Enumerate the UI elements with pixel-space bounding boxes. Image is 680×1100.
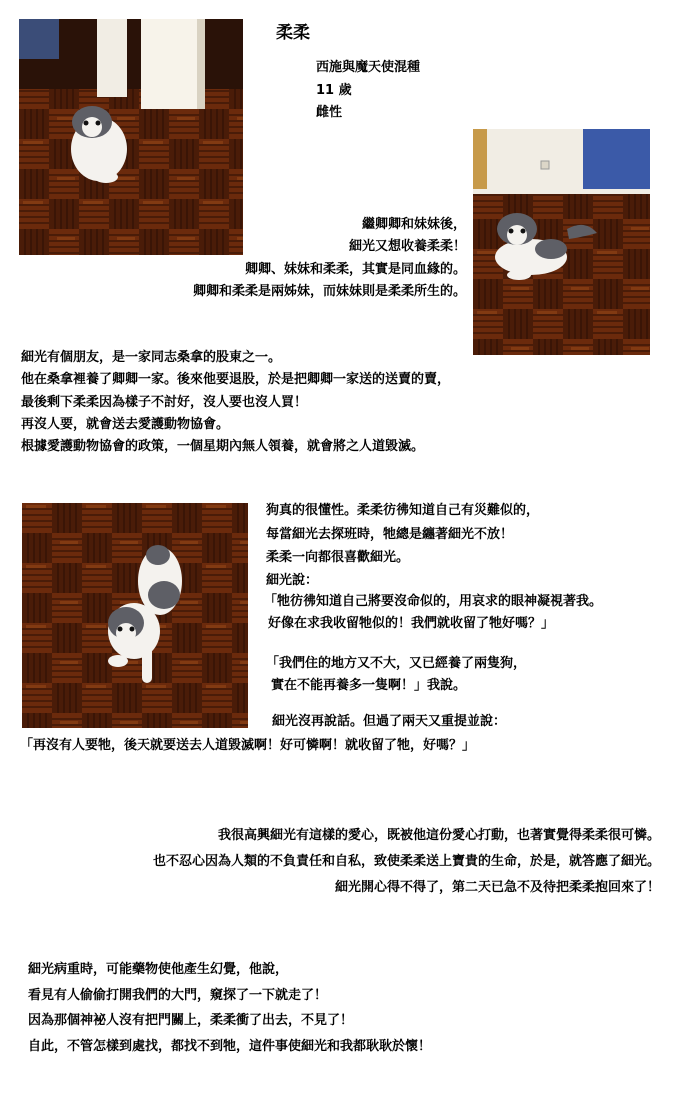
story-line: 他在桑拿裡養了卿卿一家。後來他要退股，於是把卿卿一家送的送賣的賣， <box>21 372 451 387</box>
intro-line: 卿卿和柔柔是兩姊妹，而妹妹則是柔柔所生的。 <box>192 284 466 299</box>
ending-line: 自此，不管怎樣到處找，都找不到牠，這件事使細光和我都耿耿於懷！ <box>28 1039 432 1054</box>
breed-text: 西施與魔天使混種 <box>316 60 421 75</box>
quote-line: 實在不能再養多一隻啊！」我說。 <box>271 678 467 693</box>
story-line: 柔柔一向都很喜歡細光。 <box>266 550 410 565</box>
intro-line: 繼卿卿和妹妹後， <box>361 217 466 232</box>
intro-line: 細光又想收養柔柔！ <box>348 239 466 254</box>
dog-photo-3 <box>22 503 248 728</box>
story-line: 每當細光去探班時，牠總是纏著細光不放！ <box>266 527 514 542</box>
story-line: 再沒人要，就會送去愛護動物協會。 <box>21 417 230 432</box>
story-line: 狗真的很懂性。柔柔彷彿知道自己有災難似的， <box>266 503 540 518</box>
story-line: 根據愛護動物協會的政策，一個星期內無人領養，就會將之人道毀滅。 <box>21 439 425 454</box>
age-text: 11 歲 <box>316 83 352 98</box>
quote-line: 「我們住的地方又不大，又已經養了兩隻狗， <box>266 656 527 671</box>
ending-line: 看見有人偷偷打開我們的大門，窺探了一下就走了！ <box>28 988 328 1003</box>
dog-photo-2 <box>473 129 650 355</box>
decision-line: 細光開心得不得了，第二天已急不及待把柔柔抱回來了！ <box>334 880 660 895</box>
dog-photo-1 <box>19 19 243 255</box>
quote-line: 「牠彷彿知道自己將要沒命似的，用哀求的眼神凝視著我。 <box>264 594 603 609</box>
intro-line: 卿卿、妹妹和柔柔，其實是同血緣的。 <box>244 262 466 277</box>
decision-line: 我很高興細光有這樣的愛心，既被他這份愛心打動，也著實覺得柔柔很可憐。 <box>217 828 660 843</box>
story-line: 細光沒再說話。但過了兩天又重提並說： <box>272 714 507 729</box>
story-line: 最後剩下柔柔因為樣子不討好，沒人要也沒人買！ <box>21 395 308 410</box>
quote-line: 好像在求我收留牠似的！我們就收留了牠好嗎？」 <box>268 616 555 631</box>
ending-line: 因為那個神袐人沒有把門關上，柔柔衝了出去，不見了！ <box>28 1013 354 1028</box>
sex-text: 雌性 <box>316 105 343 120</box>
story-line: 細光說： <box>266 573 319 588</box>
quote-line: 「再沒有人要牠，後天就要送去人道毀滅啊！好可憐啊！就收留了牠，好嗎？」 <box>20 738 476 753</box>
story-line: 細光有個朋友，是一家同志桑拿的股東之一。 <box>21 350 282 365</box>
ending-line: 細光病重時，可能藥物使他產生幻覺，他說， <box>28 962 289 977</box>
decision-line: 也不忍心因為人類的不負責任和自私，致使柔柔送上寶貴的生命，於是，就答應了細光。 <box>152 854 660 869</box>
page-title: 柔柔 <box>276 23 310 43</box>
